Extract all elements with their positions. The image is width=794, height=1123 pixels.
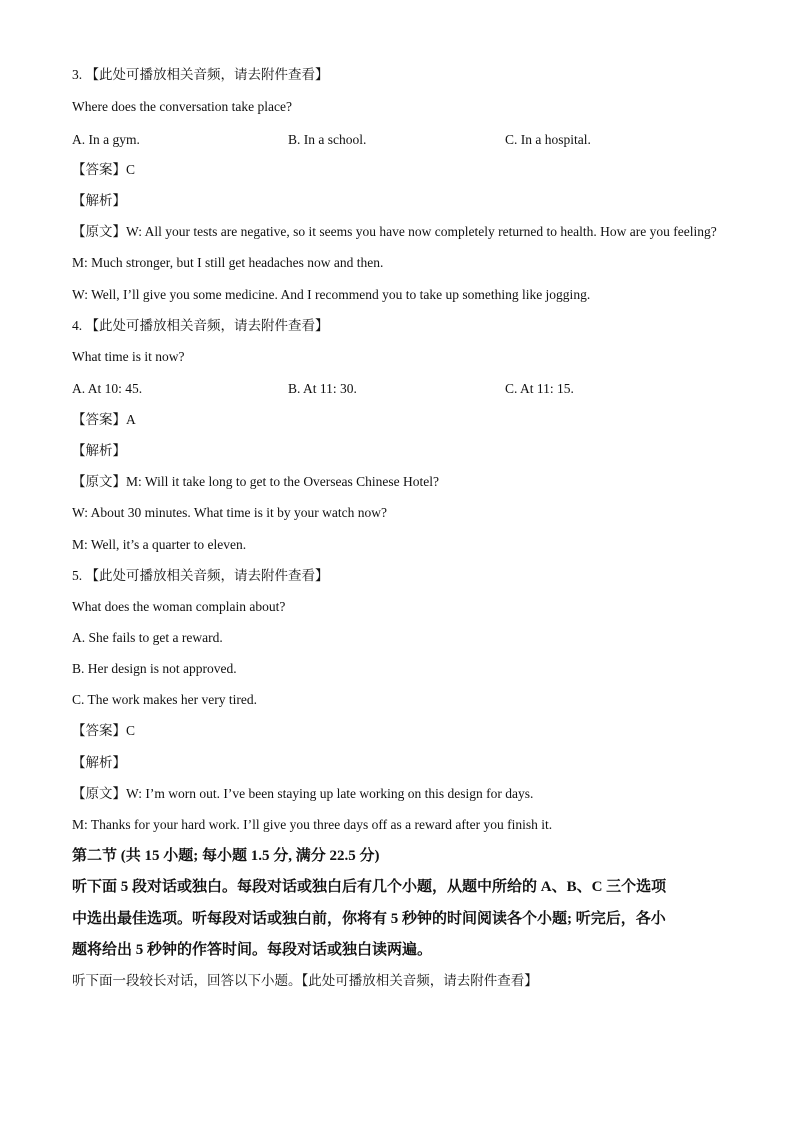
q3-transcript-line: M: Much stronger, but I still get headaches now and then.: [72, 255, 384, 270]
q4-transcript-line: M: Well, it’s a quarter to eleven.: [72, 537, 247, 552]
q4-answer: 【答案】A: [72, 412, 136, 427]
q4-analysis: 【解析】: [72, 443, 126, 458]
q4-header: 4. 【此处可播放相关音频，请去附件查看】: [72, 318, 329, 333]
q5-transcript-line: 【原文】W: I’m worn out. I’ve been staying up late working on this design for days.: [72, 786, 534, 801]
q4-transcript-line: 【原文】M: Will it take long to get to the Overseas Chinese Hotel?: [72, 474, 440, 489]
q5-option-b: B. Her design is not approved.: [72, 661, 237, 676]
q5-answer: 【答案】C: [72, 723, 136, 738]
q5-analysis: 【解析】: [72, 755, 126, 770]
q3-transcript-line: 【原文】W: All your tests are negative, so it seems you have now completely returned to health. How are you feeling?: [72, 224, 717, 239]
q3-analysis: 【解析】: [72, 193, 126, 208]
q4-question: What time is it now?: [72, 349, 185, 364]
q5-header: 5. 【此处可播放相关音频，请去附件查看】: [72, 568, 329, 583]
q4-transcript-line: W: About 30 minutes. What time is it by your watch now?: [72, 505, 387, 520]
q3-option-a: A. In a gym.: [72, 132, 140, 147]
q4-option-a: A. At 10: 45.: [72, 381, 143, 396]
q3-question: Where does the conversation take place?: [72, 99, 293, 114]
q4-option-b: B. At 11: 30.: [288, 381, 357, 396]
q4-option-c: C. At 11: 15.: [505, 381, 574, 396]
q3-option-b: B. In a school.: [288, 132, 367, 147]
section-instructions-line: 中选出最佳选项。听每段对话或独白前，你将有 5 秒钟的时间阅读各个小题; 听完后，各小: [72, 911, 666, 927]
q5-transcript-line: M: Thanks for your hard work. I’ll give you three days off as a reward after you finish it.: [72, 817, 553, 832]
q3-transcript-line: W: Well, I’ll give you some medicine. And I recommend you to take up something like jogging.: [72, 287, 591, 302]
q3-answer: 【答案】C: [72, 162, 136, 177]
section-instructions-line: 听下面 5 段对话或独白。每段对话或独白后有几个小题，从题中所给的 A、B、C 三个选项: [72, 879, 667, 895]
section-title: 第二节 (共 15 小题; 每小题 1.5 分, 满分 22.5 分): [72, 848, 380, 864]
q5-option-c: C. The work makes her very tired.: [72, 692, 257, 707]
q5-question: What does the woman complain about?: [72, 599, 286, 614]
q3-option-c: C. In a hospital.: [505, 132, 591, 147]
q3-header: 3. 【此处可播放相关音频，请去附件查看】: [72, 67, 329, 82]
section-prompt: 听下面一段较长对话，回答以下小题。【此处可播放相关音频，请去附件查看】: [72, 973, 538, 988]
q5-option-a: A. She fails to get a reward.: [72, 630, 223, 645]
section-instructions-line: 题将给出 5 秒钟的作答时间。每段对话或独白读两遍。: [72, 942, 433, 958]
